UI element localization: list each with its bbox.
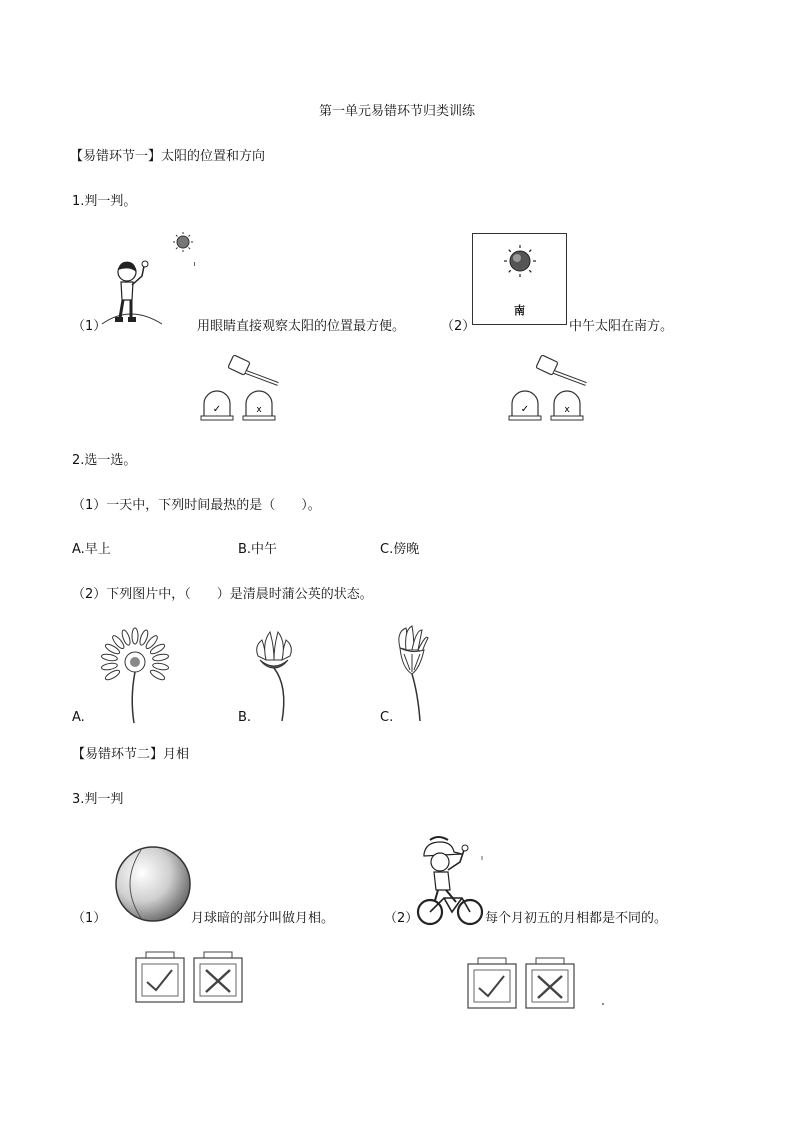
q2-sub1-option-c[interactable]: C.傍晚 — [380, 542, 420, 557]
section-heading-2: 【易错环节二】月相 — [72, 747, 190, 762]
boy-on-bicycle-illustration — [412, 832, 492, 926]
stray-mark — [602, 1003, 604, 1005]
q2-sub1-option-b[interactable]: B.中午 — [238, 542, 278, 557]
q3-item2-number: （2） — [384, 911, 419, 926]
judge-widget-1 — [200, 352, 290, 424]
moon-sphere-illustration — [113, 844, 193, 924]
q1-item2-number: （2） — [441, 319, 476, 334]
question-3-label: 3.判一判 — [72, 792, 124, 807]
cross-icon: x — [564, 405, 570, 415]
q1-item1-number: （1） — [72, 319, 107, 334]
check-button[interactable] — [136, 952, 184, 1002]
boy-looking-at-sun-illustration — [100, 232, 200, 332]
cross-button[interactable] — [526, 958, 574, 1008]
q1-item2-statement: 中午太阳在南方。 — [569, 319, 674, 334]
cross-button[interactable] — [551, 391, 583, 420]
check-button[interactable] — [201, 391, 233, 420]
question-1-label: 1.判一判。 — [72, 194, 137, 209]
judge-widget-2 — [508, 352, 598, 424]
q3-item2-statement: 每个月初五的月相都是不同的。 — [485, 911, 668, 926]
hammer-icon — [536, 355, 586, 384]
question-2-label: 2.选一选。 — [72, 453, 137, 468]
q2-sub1-question: （1）一天中，下列时间最热的是（ ）。 — [72, 498, 321, 513]
dandelion-half-closed-illustration[interactable] — [252, 626, 296, 722]
sun-icon — [503, 244, 537, 278]
check-icon: ✓ — [520, 404, 530, 415]
q2-sub1-option-a[interactable]: A.早上 — [72, 542, 111, 557]
q2-sub2-question: （2）下列图片中，（ ）是清晨时蒲公英的状态。 — [72, 587, 373, 602]
check-icon: ✓ — [212, 404, 222, 415]
south-label: 南 — [514, 304, 525, 317]
check-button[interactable] — [509, 391, 541, 420]
check-button[interactable] — [468, 958, 516, 1008]
q1-item1-statement: 用眼睛直接观察太阳的位置最方便。 — [197, 319, 406, 334]
section-heading-1: 【易错环节一】太阳的位置和方向 — [70, 149, 266, 164]
cross-button[interactable] — [243, 391, 275, 420]
sun-mark — [194, 262, 195, 266]
sun-direction-box — [472, 233, 567, 325]
judge-boxes-2 — [466, 958, 586, 1012]
q3-item1-statement: 月球暗的部分叫做月相。 — [191, 911, 335, 926]
page-title: 第一单元易错环节归类训练 — [318, 104, 475, 119]
q2-sub2-option-a[interactable]: A. — [72, 710, 85, 725]
cross-icon: x — [256, 405, 262, 415]
hammer-icon — [228, 355, 278, 384]
q3-item1-number: （1） — [72, 911, 107, 926]
judge-boxes-1 — [134, 952, 254, 1006]
cross-button[interactable] — [194, 952, 242, 1002]
q2-sub2-option-c[interactable]: C. — [380, 710, 394, 725]
q2-sub2-option-b[interactable]: B. — [238, 710, 252, 725]
dandelion-closed-illustration[interactable] — [390, 624, 434, 722]
dandelion-open-illustration[interactable] — [90, 628, 180, 724]
